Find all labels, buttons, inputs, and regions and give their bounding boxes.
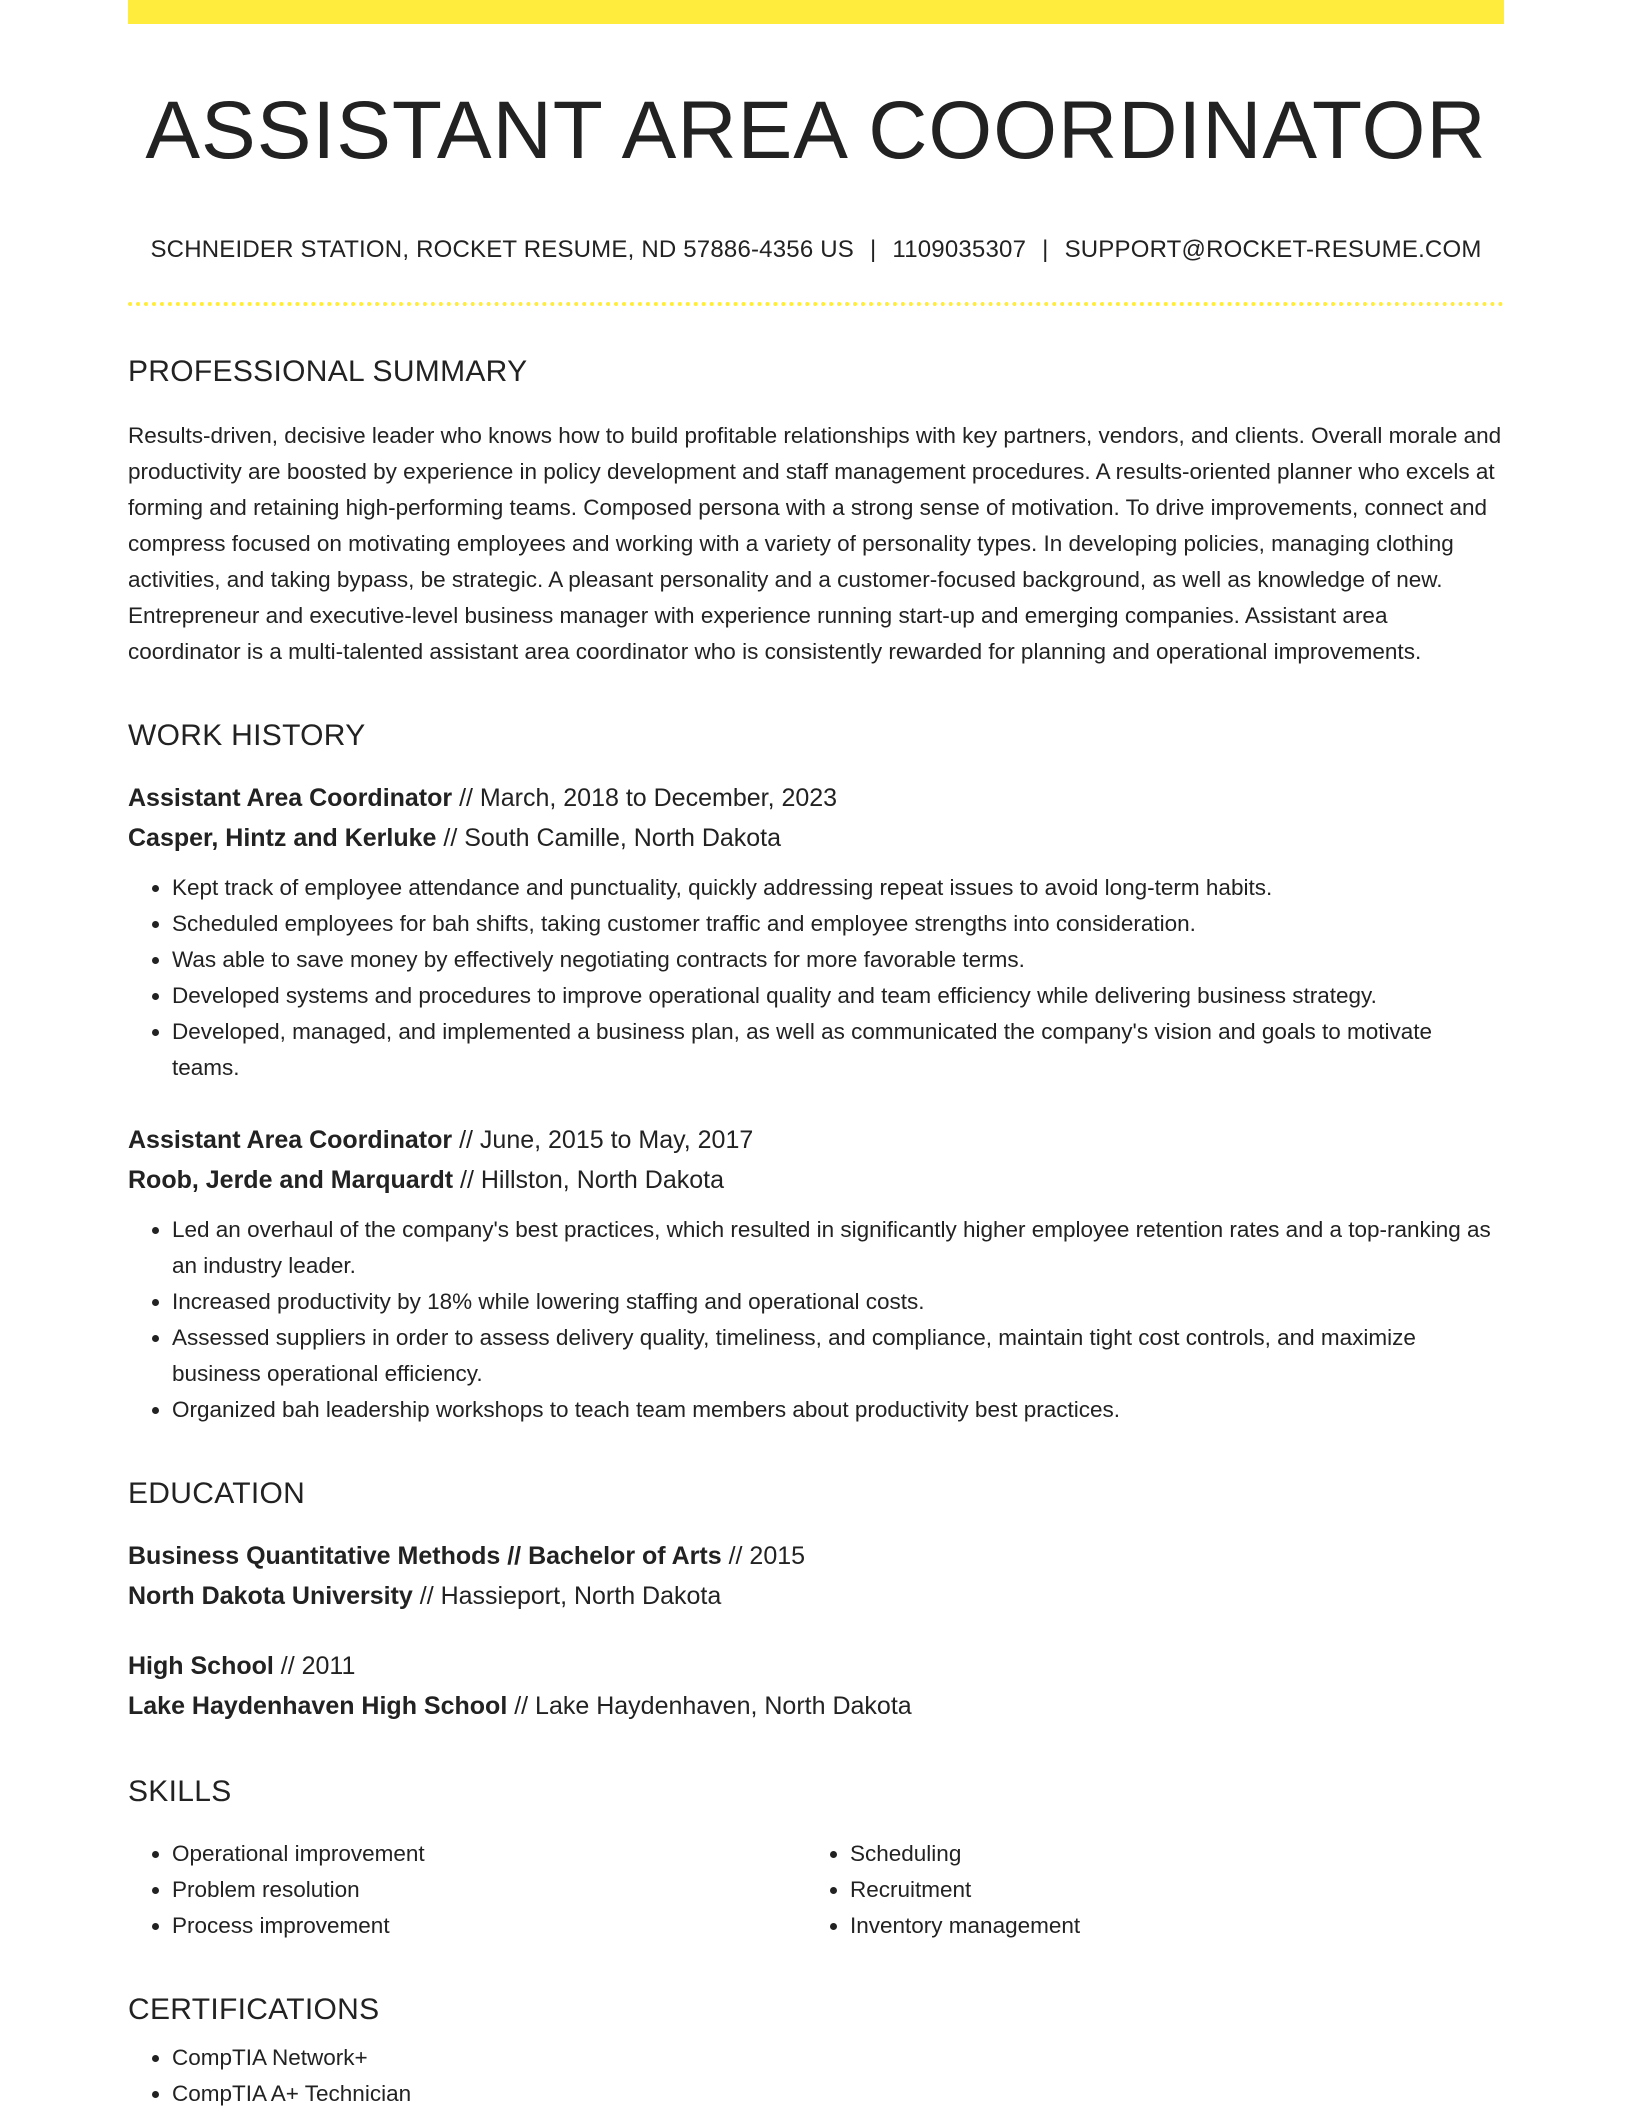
contact-separator: | xyxy=(869,236,877,264)
education-heading: EDUCATION xyxy=(128,1477,306,1511)
education-school: North Dakota University xyxy=(128,1582,413,1611)
list-item: • Was able to save money by effectively negotiating contracts for more favorable terms. xyxy=(172,942,1504,978)
accent-top-bar xyxy=(128,0,1504,24)
education-degree-line xyxy=(128,1646,1504,1686)
list-item: • Kept track of employee attendance and punctuality, quickly addressing repeat issues to avoid long-term habits. xyxy=(172,870,1504,906)
education-location: // Hassieport, North Dakota xyxy=(412,1582,722,1611)
contact-phone: 1109035307 xyxy=(892,236,1027,264)
work-history-heading: WORK HISTORY xyxy=(128,719,366,753)
skills-column-left xyxy=(128,1836,806,1944)
list-item: • Developed systems and procedures to improve operational quality and team efficiency while delivering business strategy. xyxy=(172,978,1504,1014)
contact-address: SCHNEIDER STATION, ROCKET RESUME, ND 57886-4356 US xyxy=(150,236,854,264)
education-school-line xyxy=(128,1576,1504,1616)
resume-page xyxy=(128,0,1504,2112)
education-year: // 2015 xyxy=(721,1542,806,1571)
list-item: • Organized bah leadership workshops to teach team members about productivity best practices. xyxy=(172,1392,1504,1428)
job-dates: // June, 2015 to May, 2017 xyxy=(452,1126,754,1155)
list-item: • Inventory management xyxy=(850,1908,1484,1944)
list-item: • Assessed suppliers in order to assess delivery quality, timeliness, and compliance, maintain tight cost controls, and maximize business operational efficiency. xyxy=(172,1320,1504,1392)
job-company: Roob, Jerde and Marquardt xyxy=(128,1166,454,1195)
contact-email: SUPPORT@ROCKET-RESUME.COM xyxy=(1064,236,1482,264)
job-company-line xyxy=(128,1160,1504,1200)
certifications-heading: CERTIFICATIONS xyxy=(128,1993,380,2027)
job-bullets xyxy=(128,1212,1504,1428)
job-dates: // March, 2018 to December, 2023 xyxy=(452,784,838,813)
job-role: Assistant Area Coordinator xyxy=(128,784,453,813)
summary-heading: PROFESSIONAL SUMMARY xyxy=(128,355,528,389)
skills-list xyxy=(128,1836,1504,1944)
summary-text: Results-driven, decisive leader who knows how to build profitable relationships with key partners, vendors, and clients. Overall morale and productivity are boosted by experience in policy development and staff management procedures. A results-oriented planner who excels at forming and retaining high-performing teams. Composed persona with a strong sense of motivation. To drive improvements, connect and compress focused on motivating employees and working with a variety of personality types. In developing policies, managing clothing activities, and taking bypass, be strategic. A pleasant personality and a customer-focused background, as well as knowledge of new. Entrepreneur and executive-level business manager with experience running start-up and emerging companies. Assistant area coordinator is a multi-talented assistant area coordinator who is consistently rewarded for planning and operational improvements. xyxy=(128,423,1502,665)
job-role: Assistant Area Coordinator xyxy=(128,1126,453,1155)
contact-separator: | xyxy=(1042,236,1049,264)
education-school: Lake Haydenhaven High School xyxy=(128,1692,508,1721)
certifications-list xyxy=(128,2040,1504,2112)
education-school-line xyxy=(128,1686,1504,1726)
contact-line xyxy=(128,236,1504,264)
education-entry xyxy=(128,1646,1504,1726)
list-item: • Scheduled employees for bah shifts, taking customer traffic and employee strengths into consideration. xyxy=(172,906,1504,942)
list-item: • Scheduling xyxy=(850,1836,1484,1872)
list-item: • Operational improvement xyxy=(172,1836,806,1872)
job-location: // South Camille, North Dakota xyxy=(436,824,782,853)
list-item: • Developed, managed, and implemented a business plan, as well as communicated the company's vision and goals to motivate teams. xyxy=(172,1014,1504,1086)
education-entry xyxy=(128,1536,1504,1616)
job-role-line xyxy=(128,778,1504,818)
education-degree: High School xyxy=(128,1652,274,1681)
education-location: // Lake Haydenhaven, North Dakota xyxy=(507,1692,912,1721)
education-degree: Business Quantitative Methods // Bachelor of Arts xyxy=(128,1542,722,1571)
dotted-divider xyxy=(128,302,1504,306)
job-location: // Hillston, North Dakota xyxy=(453,1166,724,1195)
list-item: • Led an overhaul of the company's best practices, which resulted in significantly higher employee retention rates and a top-ranking as an industry leader. xyxy=(172,1212,1504,1284)
skills-column-right xyxy=(806,1836,1484,1944)
list-item: • Increased productivity by 18% while lowering staffing and operational costs. xyxy=(172,1284,1504,1320)
resume-title: ASSISTANT AREA COORDINATOR xyxy=(145,85,1487,176)
education-degree-line xyxy=(128,1536,1504,1576)
list-item: • CompTIA Network+ xyxy=(172,2040,1504,2076)
skills-heading: SKILLS xyxy=(128,1775,232,1809)
list-item: • CompTIA A+ Technician xyxy=(172,2076,1504,2112)
job-entry xyxy=(128,778,1504,1086)
education-year: // 2011 xyxy=(273,1652,356,1681)
job-entry xyxy=(128,1120,1504,1428)
list-item: • Process improvement xyxy=(172,1908,806,1944)
list-item: • Problem resolution xyxy=(172,1872,806,1908)
job-role-line xyxy=(128,1120,1504,1160)
job-company-line xyxy=(128,818,1504,858)
list-item: • Recruitment xyxy=(850,1872,1484,1908)
job-company: Casper, Hintz and Kerluke xyxy=(128,824,437,853)
job-bullets xyxy=(128,870,1504,1086)
